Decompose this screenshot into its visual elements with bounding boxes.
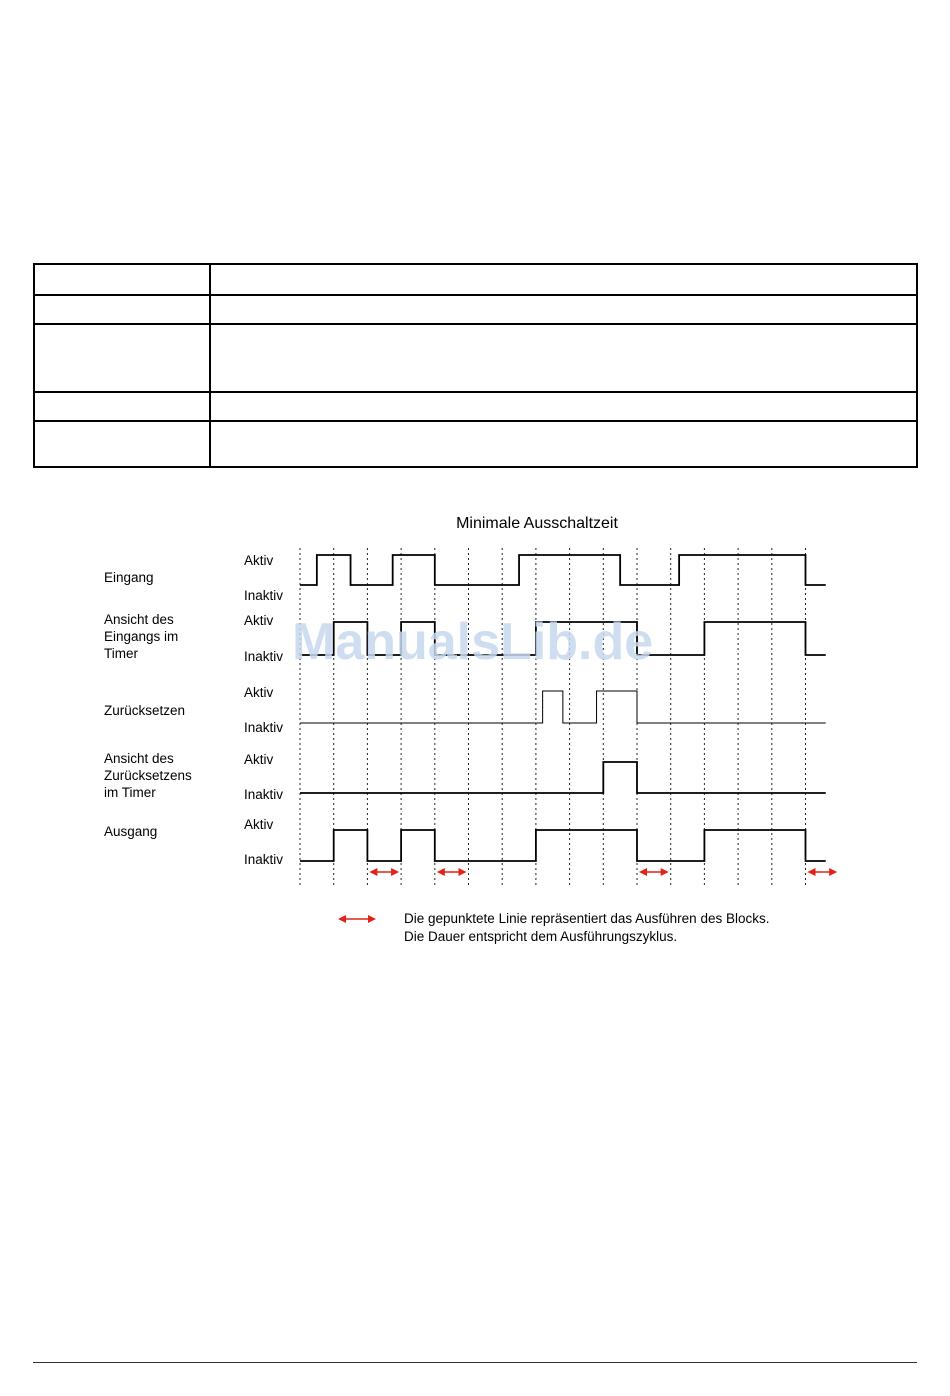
- execution-marker: [639, 868, 669, 876]
- legend-arrow-icon: [338, 915, 376, 923]
- execution-marker: [369, 868, 399, 876]
- state-label-inactive: Inaktiv: [244, 787, 284, 802]
- signal-label: Ausgang: [104, 824, 158, 839]
- state-label-active: Aktiv: [244, 553, 274, 568]
- signal-waveform: [300, 830, 826, 861]
- signal-waveform: [300, 691, 826, 723]
- state-label-active: Aktiv: [244, 685, 274, 700]
- signal-label: im Timer: [104, 785, 156, 800]
- state-label-active: Aktiv: [244, 817, 274, 832]
- signal-waveform: [300, 762, 826, 793]
- diagram-title: Minimale Ausschaltzeit: [456, 515, 618, 532]
- signal-label: Eingangs im: [104, 629, 179, 644]
- watermark: ManualsLib.de: [292, 613, 654, 671]
- state-label-active: Aktiv: [244, 613, 274, 628]
- diagram-legend: [338, 911, 769, 944]
- signal-label: Timer: [104, 646, 138, 661]
- state-label-inactive: Inaktiv: [244, 720, 284, 735]
- state-label-inactive: Inaktiv: [244, 649, 284, 664]
- legend-line-2: Die Dauer entspricht dem Ausführungszyklus.: [404, 929, 678, 944]
- state-label-inactive: Inaktiv: [244, 852, 284, 867]
- signal-label: Zurücksetzen: [104, 703, 186, 718]
- execution-marker: [808, 868, 838, 876]
- signal-labels: [104, 553, 283, 867]
- state-label-inactive: Inaktiv: [244, 588, 284, 603]
- signal-waveform: [300, 555, 826, 585]
- signal-label: Ansicht des: [104, 612, 174, 627]
- execution-gridlines: [300, 548, 806, 888]
- footer-rule: [33, 1362, 917, 1363]
- signal-label: Zurücksetzens: [104, 768, 192, 783]
- execution-marker: [437, 868, 467, 876]
- state-label-active: Aktiv: [244, 752, 274, 767]
- signal-label: Ansicht des: [104, 751, 174, 766]
- legend-line-1: Die gepunktete Linie repräsentiert das Ausführen des Blocks.: [404, 911, 770, 926]
- signal-label: Eingang: [104, 570, 154, 585]
- signal-waveforms: [300, 555, 826, 861]
